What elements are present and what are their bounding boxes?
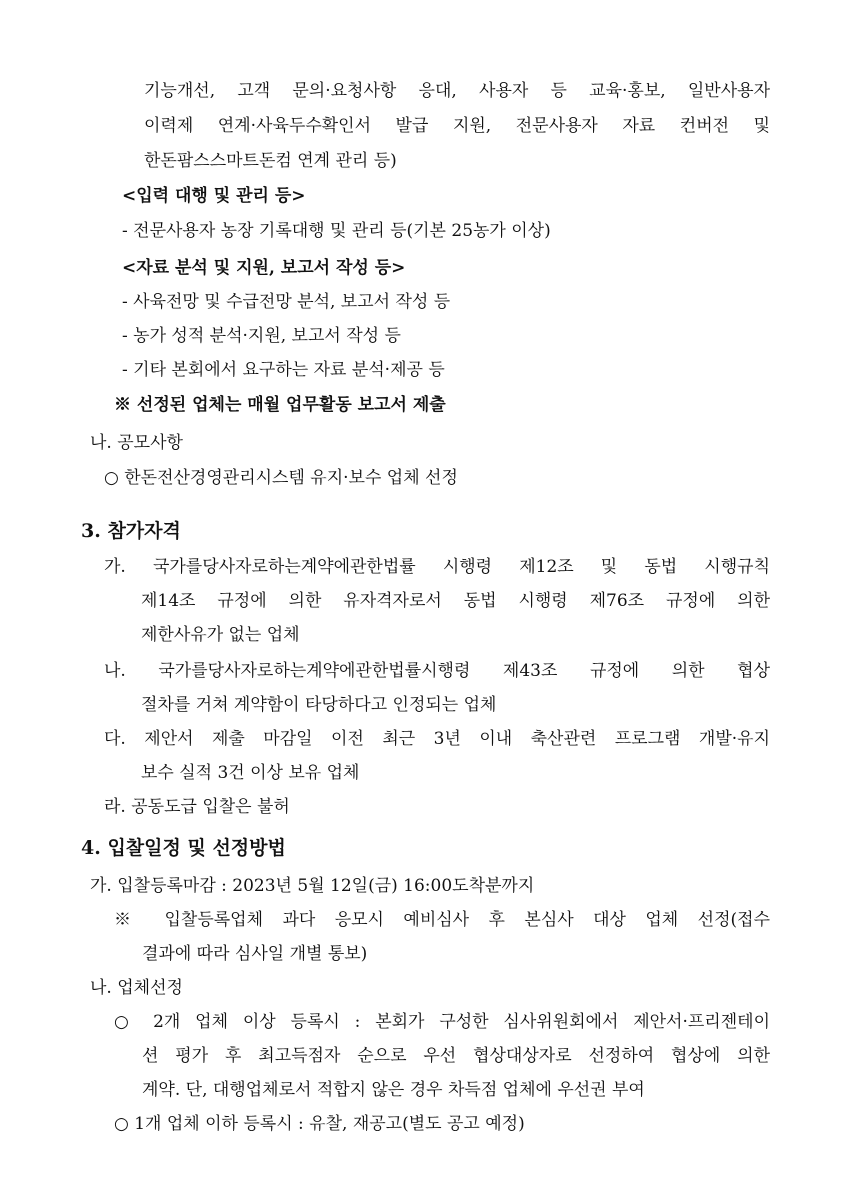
intro-line: 한돈팜스스마트돈컴 연계 관리 등): [144, 151, 397, 171]
list-item: - 농가 성적 분석·지원, 보고서 작성 등: [122, 326, 401, 346]
report-note: ※ 선정된 업체는 매월 업무활동 보고서 제출: [114, 395, 446, 415]
list-item: ○ 한돈전산경영관리시스템 유지·보수 업체 선정: [104, 468, 458, 488]
analysis-heading: <자료 분석 및 지원, 보고서 작성 등>: [122, 258, 406, 278]
eligibility-da: 다. 제안서 제출 마감일 이전 최근 3년 이내 축산관련 프로그램 개발·유지: [104, 729, 770, 749]
input-proxy-heading: <입력 대행 및 관리 등>: [122, 186, 306, 206]
intro-line: 이력제 연계·사육두수확인서 발급 지원, 전문사용자 자료 컨버전 및: [144, 116, 770, 136]
eligibility-na: 절차를 거쳐 계약함이 타당하다고 인정되는 업체: [141, 695, 497, 715]
bid-note: ※ 입찰등록업체 과다 응모시 예비심사 후 본심사 대상 업체 선정(접수: [114, 910, 770, 930]
eligibility-na: 나. 국가를당사자로하는계약에관한법률시행령 제43조 규정에 의한 협상: [104, 661, 770, 681]
selection-item: 션 평가 후 최고득점자 순으로 우선 협상대상자로 선정하여 협상에 의한: [142, 1046, 770, 1066]
section-title-3: 3. 참가자격: [81, 520, 181, 542]
selection-item: ○ 2개 업체 이상 등록시 : 본회가 구성한 심사위원회에서 제안서·프리젠테이: [114, 1012, 770, 1032]
public-notice-heading: 나. 공모사항: [90, 433, 183, 453]
eligibility-ga: 가. 국가를당사자로하는계약에관한법률 시행령 제12조 및 동법 시행규칙: [104, 557, 770, 577]
section-title-4: 4. 입찰일정 및 선정방법: [81, 837, 286, 859]
selection-item: ○ 1개 업체 이하 등록시 : 유찰, 재공고(별도 공고 예정): [114, 1114, 525, 1134]
eligibility-da: 보수 실적 3건 이상 보유 업체: [141, 763, 360, 783]
bid-deadline: 가. 입찰등록마감 : 2023년 5월 12일(금) 16:00도착분까지: [90, 876, 535, 896]
eligibility-ga: 제한사유가 없는 업체: [141, 625, 300, 645]
list-item: - 전문사용자 농장 기록대행 및 관리 등(기본 25농가 이상): [122, 221, 551, 241]
list-item: - 사육전망 및 수급전망 분석, 보고서 작성 등: [122, 292, 451, 312]
eligibility-ga: 제14조 규정에 의한 유자격자로서 동법 시행령 제76조 규정에 의한: [141, 591, 770, 611]
bid-note: 결과에 따라 심사일 개별 통보): [142, 944, 368, 964]
selection-item: 계약. 단, 대행업체로서 적합지 않은 경우 차득점 업체에 우선권 부여: [142, 1080, 645, 1100]
selection-heading: 나. 업체선정: [90, 978, 183, 998]
list-item: - 기타 본회에서 요구하는 자료 분석·제공 등: [122, 360, 445, 380]
intro-line: 기능개선, 고객 문의·요청사항 응대, 사용자 등 교육·홍보, 일반사용자: [144, 81, 770, 101]
eligibility-ra: 라. 공동도급 입찰은 불허: [104, 797, 290, 817]
